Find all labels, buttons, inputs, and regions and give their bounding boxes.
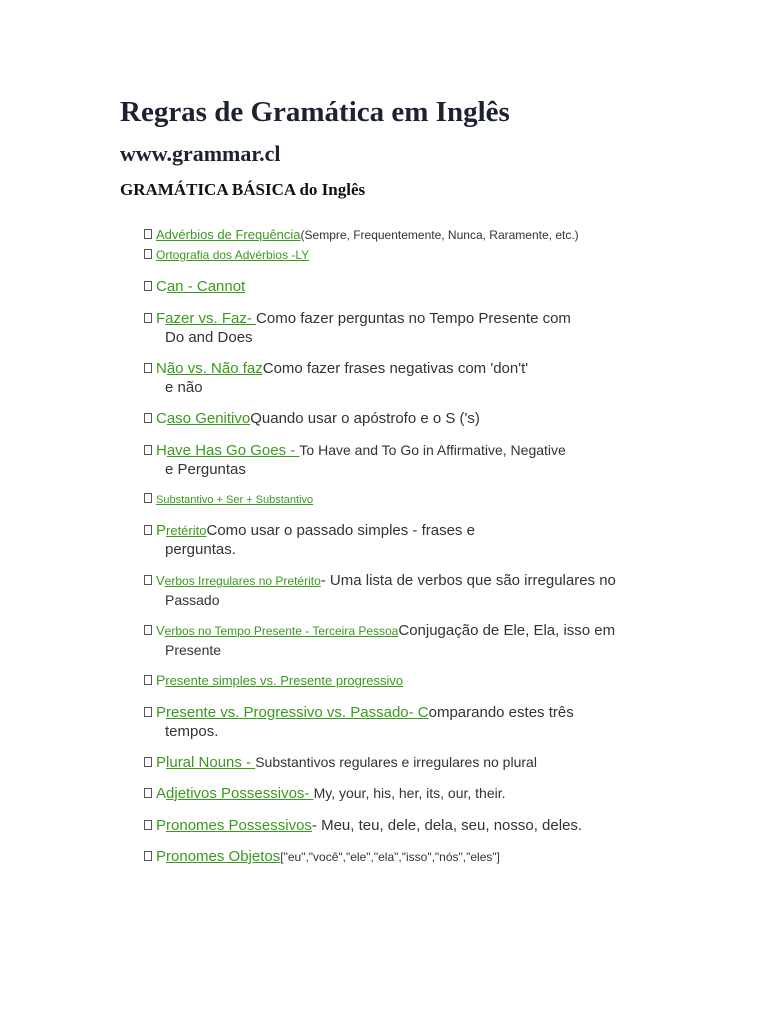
bullet-box-icon	[144, 445, 152, 455]
topic-link[interactable]: erbos no Tempo Presente - Terceira Pessoa	[164, 624, 399, 638]
bullet-box-icon	[144, 313, 152, 323]
list-item: Não vs. Não fazComo fazer frases negativas com 'don't' e não	[144, 359, 674, 397]
list-item: Advérbios de Frequência(Sempre, Frequentemente, Nunca, Raramente, etc.)	[144, 225, 674, 245]
topic-link[interactable]: an - Cannot	[166, 278, 246, 295]
bullet-box-icon	[144, 757, 152, 767]
list-item	[144, 246, 674, 265]
bullet-box-icon	[144, 281, 152, 291]
list-item: Presente vs. Progressivo vs. Passado- Comparando estes três tempos.	[144, 703, 674, 741]
list-item: Pronomes Possessivos- Meu, teu, dele, dela, seu, nosso, deles.	[144, 816, 674, 835]
topic-link[interactable]: resente simples vs. Presente progressivo	[165, 673, 404, 688]
list-item: Fazer vs. Faz- Como fazer perguntas no Tempo Presente com Do and Does	[144, 309, 674, 347]
topic-link[interactable]: retérito	[166, 523, 207, 538]
page-title: Regras de Gramática em Inglês	[120, 96, 510, 128]
topic-link[interactable]: djetivos Possessivos-	[166, 785, 314, 802]
topic-link[interactable]: Ortografia dos Advérbios -LY	[156, 248, 310, 262]
topic-link[interactable]: ave Has Go Goes -	[166, 442, 300, 459]
bullet-box-icon	[144, 820, 152, 830]
list-item: Plural Nouns - Substantivos regulares e irregulares no plural	[144, 753, 674, 772]
topic-link[interactable]: lural Nouns -	[166, 754, 256, 771]
bullet-box-icon	[144, 525, 152, 535]
bullet-box-icon	[144, 675, 152, 685]
list-item	[144, 491, 674, 510]
topic-link[interactable]: Advérbios de Frequência	[156, 227, 301, 242]
topic-link[interactable]: aso Genitivo	[166, 410, 251, 427]
topic-link[interactable]: ronomes Objetos	[166, 848, 281, 865]
list-item: Adjetivos Possessivos- My, your, his, her, its, our, their.	[144, 784, 674, 803]
list-item: Presente simples vs. Presente progressivo	[144, 671, 674, 690]
section-heading: GRAMÁTICA BÁSICA do Inglês	[120, 180, 366, 199]
bullet-box-icon	[144, 363, 152, 373]
list-item: Caso GenitivoQuando usar o apóstrofo e o S ('s)	[144, 409, 674, 428]
topic-link[interactable]: azer vs. Faz-	[165, 310, 257, 327]
list-item: PretéritoComo usar o passado simples - frases e perguntas.	[144, 521, 674, 559]
bullet-box-icon	[144, 413, 152, 423]
bullet-box-icon	[144, 249, 152, 259]
topic-link[interactable]: Substantivo + Ser + Substantivo	[156, 494, 314, 506]
list-item: Verbos no Tempo Presente - Terceira PessoaConjugação de Ele, Ela, isso em Presente	[144, 621, 674, 660]
topic-link[interactable]: erbos Irregulares no Pretérito	[164, 574, 321, 588]
list-item: Verbos Irregulares no Pretérito- Uma lista de verbos que são irregulares no Passado	[144, 571, 674, 610]
topic-link[interactable]: ronomes Possessivos	[166, 817, 312, 834]
bullet-box-icon	[144, 788, 152, 798]
bullet-box-icon	[144, 229, 152, 239]
topic-link[interactable]: resente vs. Progressivo vs. Passado- C	[166, 704, 429, 721]
bullet-box-icon	[144, 575, 152, 585]
list-item: Pronomes Objetos["eu","você","ele","ela","isso","nós","eles"]	[144, 847, 674, 867]
bullet-box-icon	[144, 625, 152, 635]
topic-link[interactable]: ão vs. Não faz	[166, 360, 263, 377]
bullet-box-icon	[144, 851, 152, 861]
list-item: Can - Cannot	[144, 277, 674, 296]
site-url: www.grammar.cl	[120, 141, 281, 166]
bullet-box-icon	[144, 707, 152, 717]
list-item: Have Has Go Goes - To Have and To Go in Affirmative, Negative e Perguntas	[144, 441, 674, 479]
bullet-box-icon	[144, 493, 152, 503]
